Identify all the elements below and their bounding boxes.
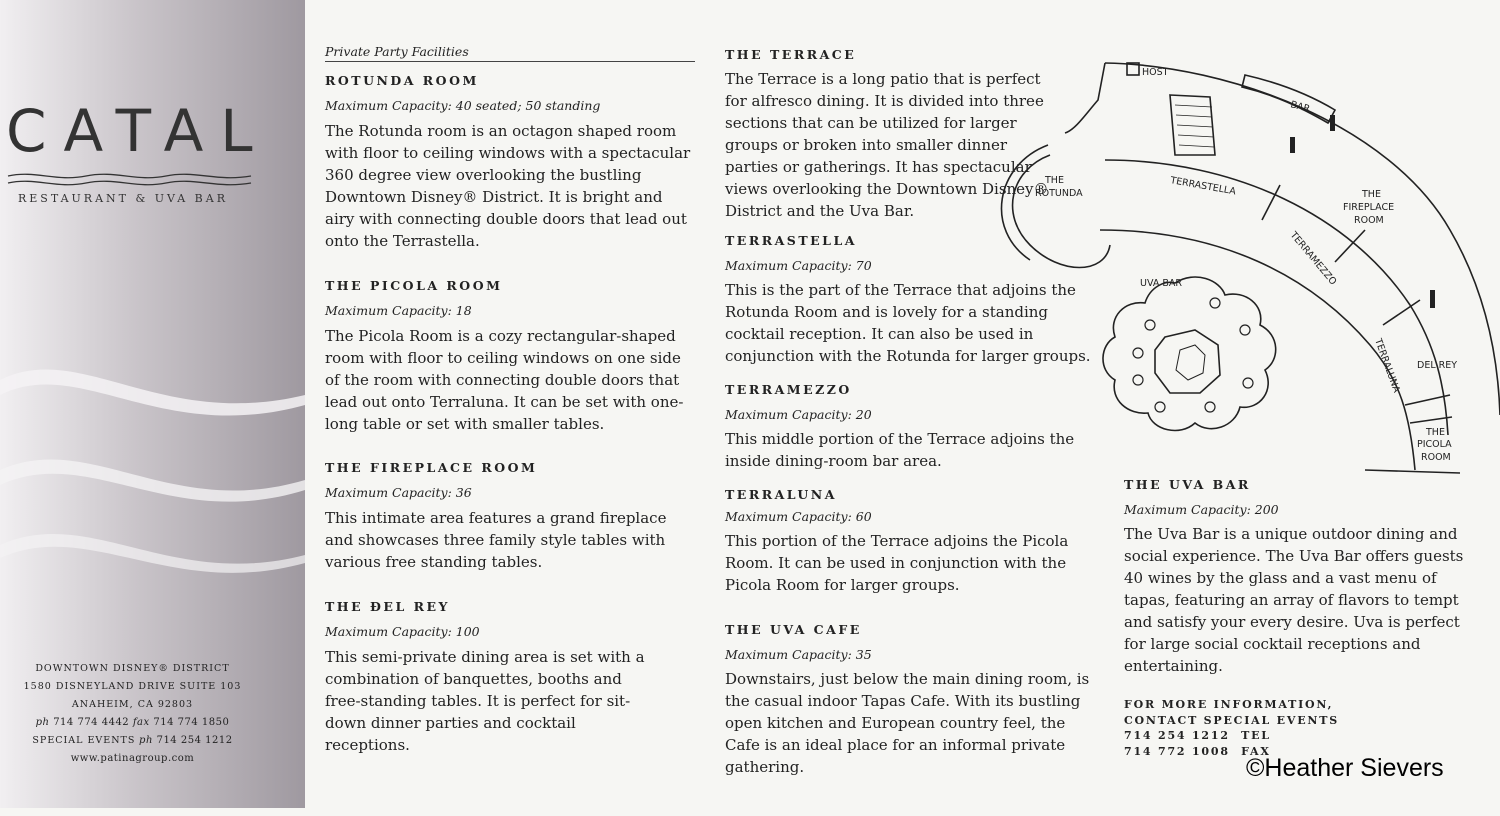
special-events-phone-label: ph xyxy=(139,735,153,746)
plan-label-uva-bar: UVA BAR xyxy=(1140,278,1182,289)
contact-tel-number: 714 254 1212 xyxy=(1124,729,1230,742)
uva-cafe-capacity: Maximum Capacity: 35 xyxy=(725,647,872,662)
uva-cafe-description: Downstairs, just below the main dining room, is the casual indoor Tapas Cafe. With its bustling open kitchen and European country feel, the Cafe is an ideal place for an informal private gathering. xyxy=(725,670,1090,776)
rotunda-outer-arc xyxy=(1002,145,1048,260)
contact-tel-label: TEL xyxy=(1241,729,1271,742)
uva-bar-heading: THE UVA BAR xyxy=(1124,477,1251,492)
plan-label-rotunda-2: ROTUNDA xyxy=(1035,188,1083,199)
phone-label: ph xyxy=(35,717,50,728)
terramezzo-capacity: Maximum Capacity: 20 xyxy=(725,407,872,422)
plan-label-bar: BAR xyxy=(1289,99,1312,115)
rotunda-section xyxy=(325,73,695,252)
uva-table-7 xyxy=(1133,348,1143,358)
terrace-description: The Terrace is a long patio that is perfect for alfresco dining. It is divided into three sections that can be utilized for larger groups or broken into smaller dinner parties or gatherings. It has spectacular views overlooking the Downtown Disney® District and the Uva Bar. xyxy=(725,70,1049,220)
brand-panel xyxy=(0,0,305,808)
uva-cafe-heading: THE UVA CAFE xyxy=(725,622,862,637)
terramezzo-heading: TERRAMEZZO xyxy=(725,382,852,397)
picola-divider-2 xyxy=(1410,417,1452,423)
uva-table-2 xyxy=(1210,298,1220,308)
fax-label: fax xyxy=(132,717,150,728)
plan-label-fireplace-2: FIREPLACE xyxy=(1343,202,1395,213)
address-block xyxy=(20,660,245,768)
uva-bar-capacity: Maximum Capacity: 200 xyxy=(1124,502,1279,517)
plan-label-rotunda-1: THE xyxy=(1045,175,1064,186)
plan-label-terrastella: TERRASTELLA xyxy=(1169,175,1237,198)
picola-capacity: Maximum Capacity: 18 xyxy=(325,303,472,318)
floor-plan xyxy=(990,55,1500,485)
contact-line-2: CONTACT SPECIAL EVENTS xyxy=(1124,713,1339,727)
rotunda-capacity: Maximum Capacity: 40 seated; 50 standing xyxy=(325,98,601,113)
fireplace-description: This intimate area features a grand fireplace and showcases three family style tables with various free standing tables. xyxy=(325,509,667,571)
special-events-line xyxy=(20,732,245,750)
uva-bar-description: The Uva Bar is a unique outdoor dining and social experience. The Uva Bar offers guests 40 wines by the glass and a vast menu of tapas, featuring an array of flavors to tempt and satisfy your every desire. Uva is perfect for large social cocktail receptions and entertaining. xyxy=(1124,525,1464,675)
contact-line-1: FOR MORE INFORMATION, xyxy=(1124,698,1334,711)
address-line-2: 1580 DISNEYLAND DRIVE SUITE 103 xyxy=(23,681,242,692)
plan-label-terraluna: TERRALUNA xyxy=(1372,337,1402,395)
logo-wordmark: CATAL xyxy=(6,97,270,165)
stair-steps xyxy=(1175,105,1214,147)
picola-description: The Picola Room is a cozy rectangular-shaped room with floor to ceiling windows on one side of the room with connecting double doors that lead out onto Terraluna. It can be set with one-long table or set with smaller tables. xyxy=(325,327,684,433)
contact-block xyxy=(1124,697,1364,759)
rotunda-wall xyxy=(1013,155,1110,268)
address-line-3: ANAHEIM, CA 92803 xyxy=(71,699,194,710)
uva-table-5 xyxy=(1205,402,1215,412)
fax-number: 714 774 1850 xyxy=(153,717,230,728)
plan-label-del-rey: DEL REY xyxy=(1417,360,1458,371)
del-rey-section xyxy=(325,599,645,756)
plan-label-fireplace-1: THE xyxy=(1362,189,1381,200)
uva-bar-inner xyxy=(1176,345,1205,380)
uva-cafe-section xyxy=(725,622,1095,778)
special-events-phone: 714 254 1212 xyxy=(156,735,233,746)
terrastella-capacity: Maximum Capacity: 70 xyxy=(725,258,872,273)
contact-tel xyxy=(1124,728,1364,744)
terraluna-description: This portion of the Terrace adjoins the Picola Room. It can be used in conjunction with the Picola Room for larger groups. xyxy=(725,532,1069,594)
phone-number: 714 774 4442 xyxy=(53,717,130,728)
floor-plan-bottom-wall xyxy=(1365,470,1460,473)
contact-fax-number: 714 772 1008 xyxy=(1124,744,1230,758)
terrace-heading: THE TERRACE xyxy=(725,47,857,62)
copyright-watermark: ©Heather Sievers xyxy=(1246,754,1444,782)
uva-table-1 xyxy=(1145,320,1155,330)
del-rey-capacity: Maximum Capacity: 100 xyxy=(325,624,480,639)
website-link[interactable]: www.patinagroup.com xyxy=(70,753,195,764)
terraluna-capacity: Maximum Capacity: 60 xyxy=(725,509,872,524)
del-rey-heading: THE ĐEL REY xyxy=(325,599,450,614)
fireplace-divider xyxy=(1335,230,1365,262)
fireplace-section xyxy=(325,460,695,573)
floor-plan-inner-curve xyxy=(1100,230,1415,470)
terraluna-heading: TERRALUNA xyxy=(725,487,837,502)
fireplace-heading: THE FIREPLACE ROOM xyxy=(325,460,538,475)
rotunda-heading: ROTUNDA ROOM xyxy=(325,73,479,88)
special-events-label: SPECIAL EVENTS xyxy=(32,735,136,746)
page-title: Private Party Facilities xyxy=(325,44,695,62)
logo-wave-lines xyxy=(6,170,256,190)
uva-table-8 xyxy=(1133,375,1143,385)
uva-table-6 xyxy=(1155,402,1165,412)
bar-counter xyxy=(1242,75,1335,123)
plan-label-picola-1: THE xyxy=(1426,427,1445,438)
fireplace-capacity: Maximum Capacity: 36 xyxy=(325,485,472,500)
plan-label-terramezzo: TERRAMEZZO xyxy=(1287,229,1339,288)
phone-fax-line xyxy=(20,714,245,732)
floor-plan-entry-wall xyxy=(1065,63,1105,133)
plan-label-picola-2: PICOLA xyxy=(1417,439,1452,450)
terraluna-section xyxy=(725,487,1095,596)
uva-bar-section xyxy=(1124,477,1474,677)
contact-fax-label: FAX xyxy=(1241,744,1271,758)
address-line-1: DOWNTOWN DISNEY® DISTRICT xyxy=(35,663,230,674)
fireplace-marker-1 xyxy=(1290,137,1295,153)
uva-bar-center xyxy=(1155,330,1220,393)
picola-heading: THE PICOLA ROOM xyxy=(325,278,503,293)
picola-section xyxy=(325,278,695,435)
del-rey-marker xyxy=(1430,290,1435,308)
picola-divider xyxy=(1405,395,1450,405)
del-rey-description: This semi-private dining area is set with a combination of banquettes, booths and free-standing tables. It is perfect for sit-down dinner parties and cocktail receptions. xyxy=(325,648,645,754)
terrastella-heading: TERRASTELLA xyxy=(725,233,857,248)
plan-label-picola-3: ROOM xyxy=(1421,452,1451,463)
terramezzo-description: This middle portion of the Terrace adjoins the inside dining-room bar area. xyxy=(725,430,1075,470)
terrastella-description: This is the part of the Terrace that adjoins the Rotunda Room and is lovely for a standing cocktail reception. It can also be used in conjunction with the Rotunda for larger groups. xyxy=(725,281,1091,365)
floor-plan-terrace-line xyxy=(1105,160,1448,435)
uva-bar-outline xyxy=(1103,277,1276,430)
uva-table-4 xyxy=(1243,378,1253,388)
uva-table-3 xyxy=(1240,325,1250,335)
rotunda-description: The Rotunda room is an octagon shaped room with floor to ceiling windows with a spectacular 360 degree view overlooking the bustling Downtown Disney® District. It is bright and airy with connecting double doors that lead out onto the Terrastella. xyxy=(325,122,691,250)
plan-label-host: HOST xyxy=(1142,67,1169,78)
bar-marker xyxy=(1330,115,1335,131)
logo-subtitle: RESTAURANT & UVA BAR xyxy=(18,192,228,205)
plan-label-fireplace-3: ROOM xyxy=(1354,215,1384,226)
